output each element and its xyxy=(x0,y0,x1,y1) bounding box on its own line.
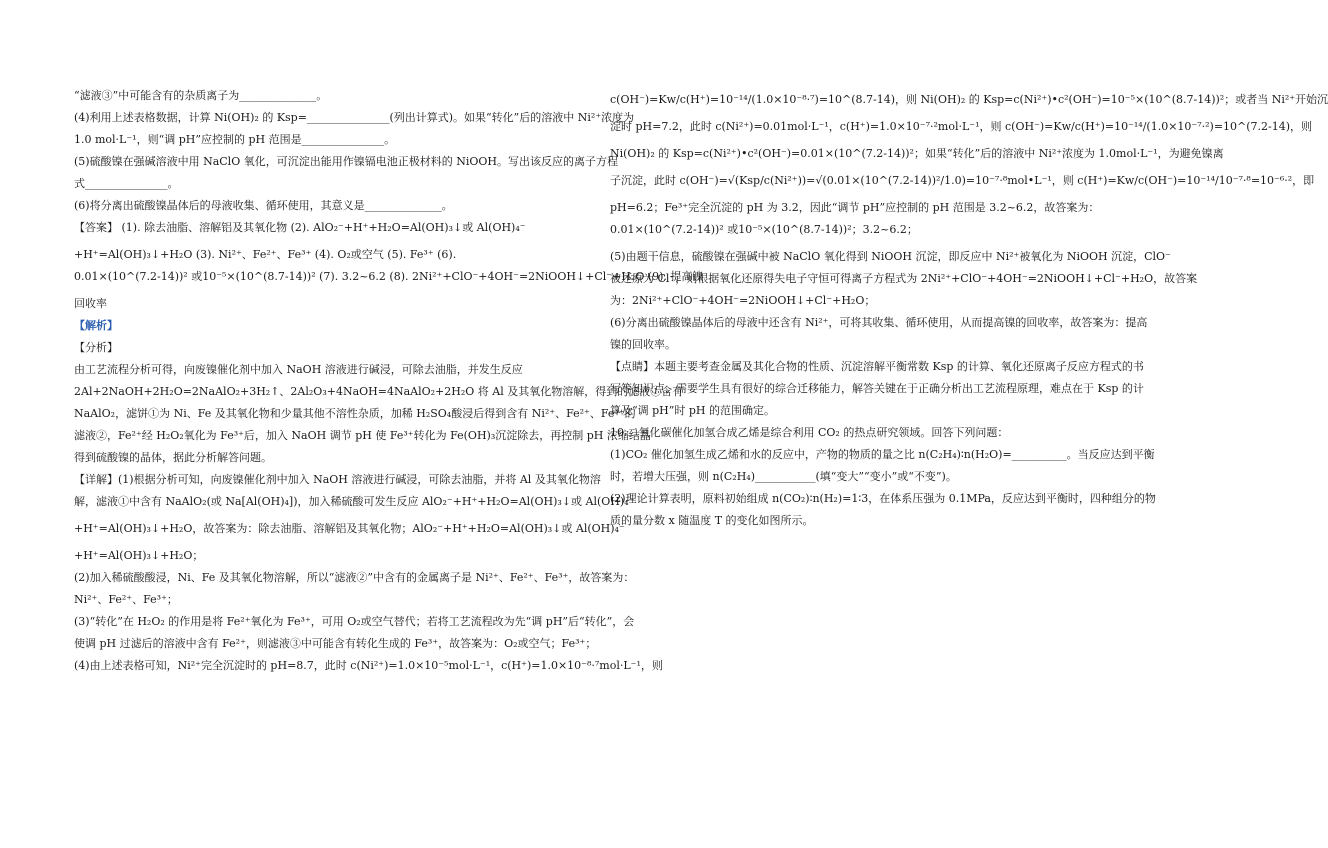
answer-line: 回收率 xyxy=(74,297,107,310)
answer-line: 【答案】 (1). 除去油脂、溶解铝及其氧化物 (2). AlO₂⁻+H⁺+H₂O=Al(OH)₃↓或 Al(OH)₄⁻ xyxy=(74,221,526,234)
text-line: (6)将分离出硫酸镍晶体后的母液收集、循环使用，其意义是______________。 xyxy=(74,199,453,212)
text-line: 为：2Ni²⁺+ClO⁻+4OH⁻=2NiOOH↓+Cl⁻+H₂O； xyxy=(610,294,876,307)
analysis-heading: 【解析】 xyxy=(74,319,118,332)
question-heading: 10.二氧化碳催化加氢合成乙烯是综合利用 CO₂ 的热点研究领域。回答下列问题： xyxy=(610,426,1009,439)
text-line: 时，若增大压强，则 n(C₂H₄)___________(填“变大”“变小”或“不变”)。 xyxy=(610,470,957,483)
text-line: Ni²⁺、Fe²⁺、Fe³⁺； xyxy=(74,593,178,606)
text-line: (4)由上述表格可知，Ni²⁺完全沉淀时的 pH=8.7，此时 c(Ni²⁺)=1.0×10⁻⁵mol·L⁻¹，c(H⁺)=1.0×10⁻⁸·⁷mol·L⁻¹，则 xyxy=(74,659,663,672)
text-line: (2)理论计算表明，原料初始组成 n(CO₂)∶n(H₂)=1∶3，在体系压强为 0.1MPa，反应达到平衡时，四种组分的物 xyxy=(610,492,1156,505)
text-line: 写等知识点，需要学生具有很好的综合迁移能力，解答关键在于正确分析出工艺流程原理，难点在于 Ksp 的计 xyxy=(610,382,1144,395)
text-line: (2)加入稀硫酸酸浸，Ni、Fe 及其氧化物溶解，所以“滤液②”中含有的金属离子是 Ni²⁺、Fe²⁺、Fe³⁺，故答案为： xyxy=(74,571,635,584)
text-line: c(OH⁻)=Kw/c(H⁺)=10⁻¹⁴/(1.0×10⁻⁸·⁷)=10^(8.7-14)，则 Ni(OH)₂ 的 Ksp=c(Ni²⁺)•c²(OH⁻)=10⁻⁵×(10^(8.7-14))²；或者当 Ni²⁺开始沉 xyxy=(610,93,1328,106)
text-line: 【点睛】本题主要考查金属及其化合物的性质、沉淀溶解平衡常数 Ksp 的计算、氧化还原离子反应方程式的书 xyxy=(610,360,1144,373)
text-line: (4)利用上述表格数据，计算 Ni(OH)₂ 的 Ksp=_______________(列出计算式)。如果“转化”后的溶液中 Ni²⁺浓度为 xyxy=(74,111,635,124)
text-line: pH=6.2；Fe³⁺完全沉淀的 pH 为 3.2，因此“调节 pH”应控制的 pH 范围是 3.2~6.2，故答案为： xyxy=(610,201,1100,214)
text-line: 算及“调 pH”时 pH 的范围确定。 xyxy=(610,404,776,417)
text-line: 解，滤液①中含有 NaAlO₂(或 Na[Al(OH)₄])，加入稀硫酸可发生反应 AlO₂⁻+H⁺+H₂O=Al(OH)₃↓或 Al(OH)₄⁻ xyxy=(74,495,635,508)
text-line: 淀时 pH=7.2，此时 c(Ni²⁺)=0.01mol·L⁻¹，c(H⁺)=1.0×10⁻⁷·²mol·L⁻¹，则 c(OH⁻)=Kw/c(H⁺)=10⁻¹⁴/(1.0×10⁻⁷·²)=10^(7.2-14)，则 xyxy=(610,120,1313,133)
text-line: 2Al+2NaOH+2H₂O=2NaAlO₂+3H₂↑、2Al₂O₃+4NaOH=4NaAlO₂+2H₂O 将 Al 及其氧化物溶解，得到的滤液①含有 xyxy=(74,385,684,398)
text-line: 被还原为 Cl⁻，则根据氧化还原得失电子守恒可得离子方程式为 2Ni²⁺+ClO⁻+4OH⁻=2NiOOH↓+Cl⁻+H₂O，故答案 xyxy=(610,272,1198,285)
text-line: “滤液③”中可能含有的杂质离子为______________。 xyxy=(74,89,328,102)
text-line: 式_______________。 xyxy=(74,177,179,190)
text-line: Ni(OH)₂ 的 Ksp=c(Ni²⁺)•c²(OH⁻)=0.01×(10^(7.2-14))²；如果“转化”后的溶液中 Ni²⁺浓度为 1.0mol·L⁻¹，为避免镍离 xyxy=(610,147,1224,160)
text-line: 0.01×(10^(7.2-14))² 或10⁻⁵×(10^(8.7-14))²；3.2~6.2； xyxy=(610,223,918,236)
text-line: 得到硫酸镍的晶体，据此分析解答问题。 xyxy=(74,451,272,464)
answer-line: +H⁺=Al(OH)₃↓+H₂O (3). Ni²⁺、Fe²⁺、Fe³⁺ (4). O₂或空气 (5). Fe³⁺ (6). xyxy=(74,248,457,261)
text-line: 由工艺流程分析可得，向废镍催化剂中加入 NaOH 溶液进行碱浸，可除去油脂，并发生反应 xyxy=(74,363,523,376)
text-line: 滤液②，Fe²⁺经 H₂O₂氧化为 Fe³⁺后，加入 NaOH 调节 pH 使 Fe³⁺转化为 Fe(OH)₃沉淀除去，再控制 pH 浓缩结晶 xyxy=(74,429,651,442)
text-line: 镍的回收率。 xyxy=(610,338,676,351)
text-line: (6)分离出硫酸镍晶体后的母液中还含有 Ni²⁺，可将其收集、循环使用，从而提高镍的回收率，故答案为：提高 xyxy=(610,316,1148,329)
text-line: 质的量分数 x 随温度 T 的变化如图所示。 xyxy=(610,514,814,527)
text-line: (3)“转化”在 H₂O₂ 的作用是将 Fe²⁺氧化为 Fe³⁺，可用 O₂或空气替代；若将工艺流程改为先“调 pH”后“转化”，会 xyxy=(74,615,635,628)
text-line: (5)由题干信息，硫酸镍在强碱中被 NaClO 氧化得到 NiOOH 沉淀，即反应中 Ni²⁺被氧化为 NiOOH 沉淀，ClO⁻ xyxy=(610,250,1171,263)
text-line: 【详解】(1)根据分析可知，向废镍催化剂中加入 NaOH 溶液进行碱浸，可除去油脂，并将 Al 及其氧化物溶 xyxy=(74,473,601,486)
text-line: NaAlO₂，滤饼①为 Ni、Fe 及其氧化物和少量其他不溶性杂质，加稀 H₂SO₄酸浸后得到含有 Ni²⁺、Fe²⁺、Fe³⁺的 xyxy=(74,407,636,420)
section-heading: 【分析】 xyxy=(74,341,118,354)
text-line: (1)CO₂ 催化加氢生成乙烯和水的反应中，产物的物质的量之比 n(C₂H₄)∶n(H₂O)=__________。当反应达到平衡 xyxy=(610,448,1155,461)
text-line: (5)硫酸镍在强碱溶液中用 NaClO 氧化，可沉淀出能用作镍镉电池正极材料的 NiOOH。写出该反应的离子方程 xyxy=(74,155,618,168)
text-line: 子沉淀，此时 c(OH⁻)=√(Ksp/c(Ni²⁺))=√(0.01×(10^(7.2-14))²/1.0)=10⁻⁷·⁸mol•L⁻¹，则 c(H⁺)=Kw/c(OH⁻)=10⁻¹⁴/10⁻⁷·⁸=10⁻⁶·²，即 xyxy=(610,174,1315,187)
right-column xyxy=(610,88,1328,535)
text-line: +H⁺=Al(OH)₃↓+H₂O； xyxy=(74,549,204,562)
text-line: 1.0 mol·L⁻¹，则“调 pH”应控制的 pH 范围是_______________。 xyxy=(74,133,396,146)
text-line: 使调 pH 过滤后的溶液中含有 Fe²⁺，则滤液③中可能含有转化生成的 Fe³⁺，故答案为：O₂或空气；Fe³⁺； xyxy=(74,637,597,650)
answer-line: 0.01×(10^(7.2-14))² 或10⁻⁵×(10^(8.7-14))² (7). 3.2~6.2 (8). 2Ni²⁺+ClO⁻+4OH⁻=2NiOOH↓+Cl⁻+H₂O (9). 提高镍 xyxy=(74,270,704,283)
text-line: +H⁺=Al(OH)₃↓+H₂O，故答案为：除去油脂、溶解铝及其氧化物；AlO₂⁻+H⁺+H₂O=Al(OH)₃↓或 Al(OH)₄⁻ xyxy=(74,522,625,535)
